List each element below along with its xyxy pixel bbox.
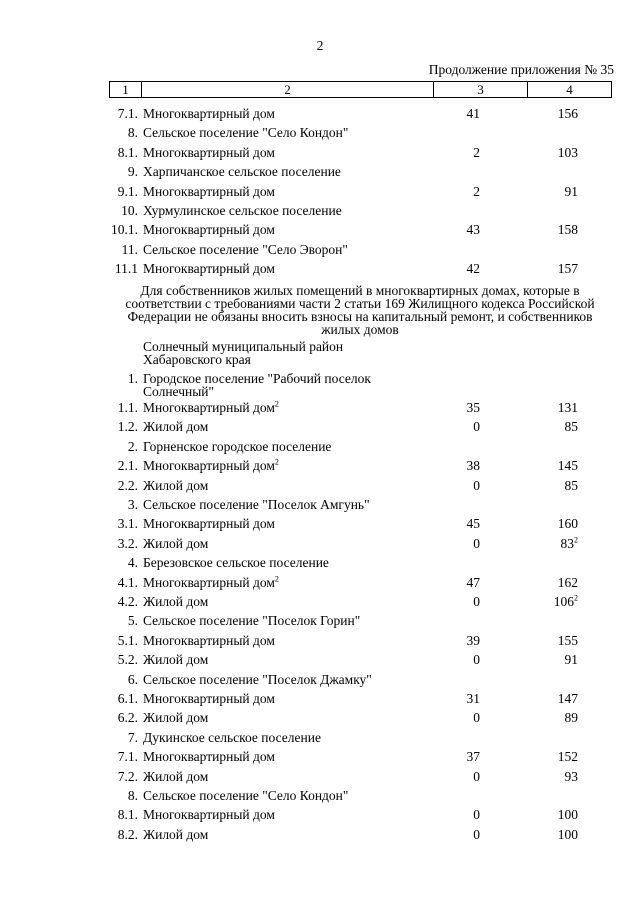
row-col4-text: 93 (564, 768, 578, 784)
table-row (0, 123, 640, 142)
row-number: 8. (127, 788, 138, 803)
footnote-mark: 2 (274, 574, 279, 584)
row-name (143, 495, 370, 514)
row-number: 5.2. (117, 652, 138, 668)
row-name-text: Сельское поселение "Поселок Амгунь" (143, 497, 370, 512)
table-row (0, 805, 640, 824)
row-col3-value: 0 (473, 535, 480, 551)
row-col4-text: 147 (557, 691, 578, 706)
table-row (0, 689, 640, 708)
table-row (0, 201, 640, 220)
row-number: 7. (127, 729, 138, 745)
row-name (143, 514, 275, 533)
row-name-text: Харпичанское сельское поселение (143, 164, 341, 180)
row-number: 4.1. (117, 574, 138, 590)
row-number: 4.2. (117, 594, 138, 609)
table-row (0, 104, 640, 123)
column-header: 3 (434, 82, 528, 98)
row-col4-text: 85 (564, 477, 578, 493)
table-row (0, 631, 640, 650)
column-header: 2 (142, 82, 434, 98)
row-name-text: Многоквартирный дом (143, 106, 275, 121)
row-col4-text: 85 (564, 419, 578, 435)
row-name (143, 201, 342, 220)
row-number: 8.2. (117, 826, 138, 842)
row-col4-text: 157 (557, 261, 578, 277)
row-name (143, 708, 208, 727)
row-col4-value (520, 592, 578, 611)
row-col4-value (520, 689, 578, 708)
row-col4-text: 162 (557, 574, 578, 590)
row-number: 7.1. (117, 749, 138, 765)
row-col4-value (520, 534, 578, 553)
row-number: 3. (127, 497, 138, 512)
row-col4-value (520, 456, 578, 475)
row-col4-value (520, 767, 578, 786)
row-col3-value: 0 (473, 477, 480, 493)
row-col3-value: 0 (473, 807, 480, 823)
row-name (143, 240, 348, 259)
row-number: 1.2. (117, 419, 138, 435)
table-row (0, 437, 640, 456)
row-name-text: Многоквартирный дом (143, 691, 275, 706)
row-col4-value (520, 220, 578, 239)
row-number: 8.1. (117, 807, 138, 823)
table-row (0, 592, 640, 611)
row-name-text: Сельское поселение "Село Кондон" (143, 125, 349, 141)
row-number: 4. (127, 555, 138, 571)
row-col4-value (520, 747, 578, 766)
row-name-text: Многоквартирный дом (143, 261, 275, 277)
row-name (143, 747, 275, 766)
table-row (0, 398, 640, 417)
row-name-text: Жилой дом (143, 419, 209, 435)
row-number: 1. (127, 371, 138, 386)
row-name-text: Жилой дом (143, 768, 209, 784)
row-col3-value: 0 (473, 710, 480, 726)
row-col3-value: 42 (466, 261, 480, 277)
row-col4-value (520, 708, 578, 727)
row-name-text: Сельское поселение "Поселок Джамку" (143, 671, 372, 687)
row-col3-value: 39 (466, 632, 480, 648)
row-col4-value (520, 104, 578, 123)
row-name-text: Березовское сельское поселение (143, 555, 329, 571)
district-title: Солнечный муниципальный район Хабаровского края (143, 339, 344, 367)
table-row (0, 240, 640, 259)
row-col3-value: 37 (466, 749, 480, 765)
table-row (0, 825, 640, 844)
row-col4-value (520, 143, 578, 162)
row-name (143, 631, 275, 650)
table-row (0, 143, 640, 162)
row-col4-text: 100 (557, 826, 578, 842)
table-row (0, 747, 640, 766)
table-row (0, 611, 640, 630)
row-name-text: Сельское поселение "Село Эворон" (143, 241, 348, 257)
row-name-text: Дукинское сельское поселение (143, 729, 321, 745)
row-col4-text: 156 (557, 106, 578, 121)
row-number: 8. (127, 125, 138, 141)
row-name-text: Горненское городское поселение (143, 438, 332, 454)
row-col4-value (520, 476, 578, 495)
table-row (0, 495, 640, 514)
column-header-table (109, 81, 612, 98)
row-name (143, 220, 275, 239)
row-name-text: Жилой дом (143, 710, 209, 726)
row-name-text: Городское поселение "Рабочий поселок Солнечный" (143, 371, 371, 399)
table-row (0, 369, 640, 399)
row-col4-text: 103 (557, 144, 578, 160)
row-name (143, 143, 275, 162)
row-col4-text: 158 (557, 222, 578, 238)
row-col4-value (520, 650, 578, 669)
row-col3-value: 31 (466, 691, 480, 706)
row-name (143, 728, 321, 747)
row-name (143, 573, 279, 592)
row-col3-value: 2 (473, 144, 480, 160)
column-header: 4 (528, 82, 612, 98)
row-col4-value (520, 417, 578, 436)
table-row (0, 220, 640, 239)
table-row (0, 259, 640, 278)
row-name (143, 162, 341, 181)
row-name (143, 592, 208, 611)
row-col4-value (520, 631, 578, 650)
row-name (143, 104, 275, 123)
row-name-text: Жилой дом (143, 535, 209, 551)
row-name (143, 534, 208, 553)
row-number: 2. (127, 438, 138, 454)
table-row (0, 476, 640, 495)
row-name-text: Многоквартирный дом (143, 574, 275, 590)
row-name (143, 670, 372, 689)
row-name-text: Жилой дом (143, 477, 209, 493)
row-col4-text: 145 (557, 458, 578, 474)
row-number: 3.1. (117, 516, 138, 532)
row-number: 11.1 (114, 261, 138, 277)
row-col4-text: 152 (557, 749, 578, 765)
table-row (0, 417, 640, 436)
row-name (143, 805, 275, 824)
row-col4-value (520, 259, 578, 278)
row-col4-value (520, 805, 578, 824)
row-name (143, 767, 208, 786)
row-name (143, 825, 208, 844)
row-col4-value (520, 182, 578, 201)
row-number: 10. (121, 203, 138, 218)
row-col3-value: 47 (466, 574, 480, 590)
row-name (143, 182, 275, 201)
row-name-text: Многоквартирный дом (143, 807, 275, 823)
row-name-text: Жилой дом (143, 652, 209, 668)
row-col4-value (520, 573, 578, 592)
row-col4-text: 83 (560, 535, 574, 551)
row-number: 5.1. (117, 632, 138, 648)
row-name (143, 476, 208, 495)
row-name-text: Сельское поселение "Поселок Горин" (143, 613, 361, 629)
table-row (0, 456, 640, 475)
row-name (143, 398, 279, 417)
row-name-text: Жилой дом (143, 594, 209, 609)
row-number: 2.2. (117, 477, 138, 493)
page-number: 2 (316, 38, 324, 53)
row-col4-value (520, 514, 578, 533)
table-row (0, 786, 640, 805)
row-col4-text: 106 (553, 594, 574, 609)
row-col3-value: 0 (473, 419, 480, 435)
row-name-text: Многоквартирный дом (143, 183, 275, 199)
section-note: Для собственников жилых помещений в многоквартирных домах, которые в соответствии с требованиями части 2 статьи 169 Жилищного кодекса Российской Федерации не обязаны вносить взносы на капитальный ремонт, и собственников жилых домов (125, 283, 595, 337)
row-col3-value: 45 (466, 516, 480, 532)
row-col3-value: 0 (473, 594, 480, 609)
table-row (0, 573, 640, 592)
table-row (0, 767, 640, 786)
row-number: 7.1. (117, 106, 138, 121)
row-col4-text: 89 (564, 710, 578, 726)
row-number: 9. (127, 164, 138, 180)
row-name (143, 611, 360, 630)
row-name-text: Многоквартирный дом (143, 749, 275, 765)
row-col3-value: 38 (466, 458, 480, 474)
row-name (143, 123, 348, 142)
row-number: 3.2. (117, 535, 138, 551)
row-name-text: Многоквартирный дом (143, 632, 275, 648)
row-number: 7.2. (117, 768, 138, 784)
row-number: 5. (127, 613, 138, 629)
column-header: 1 (110, 82, 142, 98)
row-col3-value: 0 (473, 768, 480, 784)
table-row (0, 534, 640, 553)
continuation-label: Продолжение приложения № 35 (428, 62, 614, 77)
footnote-mark: 2 (574, 593, 578, 603)
row-number: 9.1. (117, 183, 138, 199)
row-name (143, 437, 331, 456)
row-number: 2.1. (117, 458, 138, 474)
row-col4-text: 100 (557, 807, 578, 823)
row-name (143, 689, 275, 708)
row-name (143, 372, 443, 398)
row-col3-value: 35 (466, 400, 480, 415)
row-col3-value: 43 (466, 222, 480, 238)
row-name (143, 259, 275, 278)
column-header-row (110, 82, 612, 98)
table-row (0, 728, 640, 747)
table-row (0, 708, 640, 727)
table-row (0, 182, 640, 201)
row-col4-text: 91 (564, 183, 578, 199)
row-name-text: Многоквартирный дом (143, 144, 275, 160)
row-col4-text: 155 (557, 632, 578, 648)
row-name-text: Многоквартирный дом (143, 516, 275, 532)
row-col3-value: 2 (473, 183, 480, 199)
row-col4-value (520, 825, 578, 844)
row-col3-value: 0 (473, 652, 480, 668)
row-name-text: Жилой дом (143, 826, 209, 842)
row-name (143, 417, 208, 436)
table-row (0, 162, 640, 181)
table-row (0, 553, 640, 572)
row-col4-text: 91 (564, 652, 578, 668)
row-name (143, 553, 329, 572)
row-col3-value: 0 (473, 826, 480, 842)
footnote-mark: 2 (574, 535, 578, 545)
table-row (0, 650, 640, 669)
row-number: 10.1. (111, 222, 138, 238)
row-name-text: Многоквартирный дом (143, 400, 275, 415)
table-row (0, 670, 640, 689)
row-name-text: Многоквартирный дом (143, 458, 275, 474)
row-number: 6.2. (117, 710, 138, 726)
row-name (143, 786, 348, 805)
row-col3-value: 41 (466, 106, 480, 121)
row-number: 11. (121, 241, 138, 257)
row-name-text: Сельское поселение "Село Кондон" (143, 788, 349, 803)
row-name (143, 456, 279, 475)
row-name (143, 650, 208, 669)
row-number: 8.1. (117, 144, 138, 160)
row-col4-value (520, 398, 578, 417)
table-row (0, 514, 640, 533)
row-number: 6. (127, 671, 138, 687)
row-col4-text: 131 (557, 400, 578, 415)
row-name-text: Многоквартирный дом (143, 222, 275, 238)
row-number: 1.1. (117, 400, 138, 415)
row-number: 6.1. (117, 691, 138, 706)
footnote-mark: 2 (274, 399, 279, 409)
footnote-mark: 2 (274, 457, 279, 467)
row-name-text: Хурмулинское сельское поселение (143, 203, 342, 218)
row-col4-text: 160 (557, 516, 578, 532)
